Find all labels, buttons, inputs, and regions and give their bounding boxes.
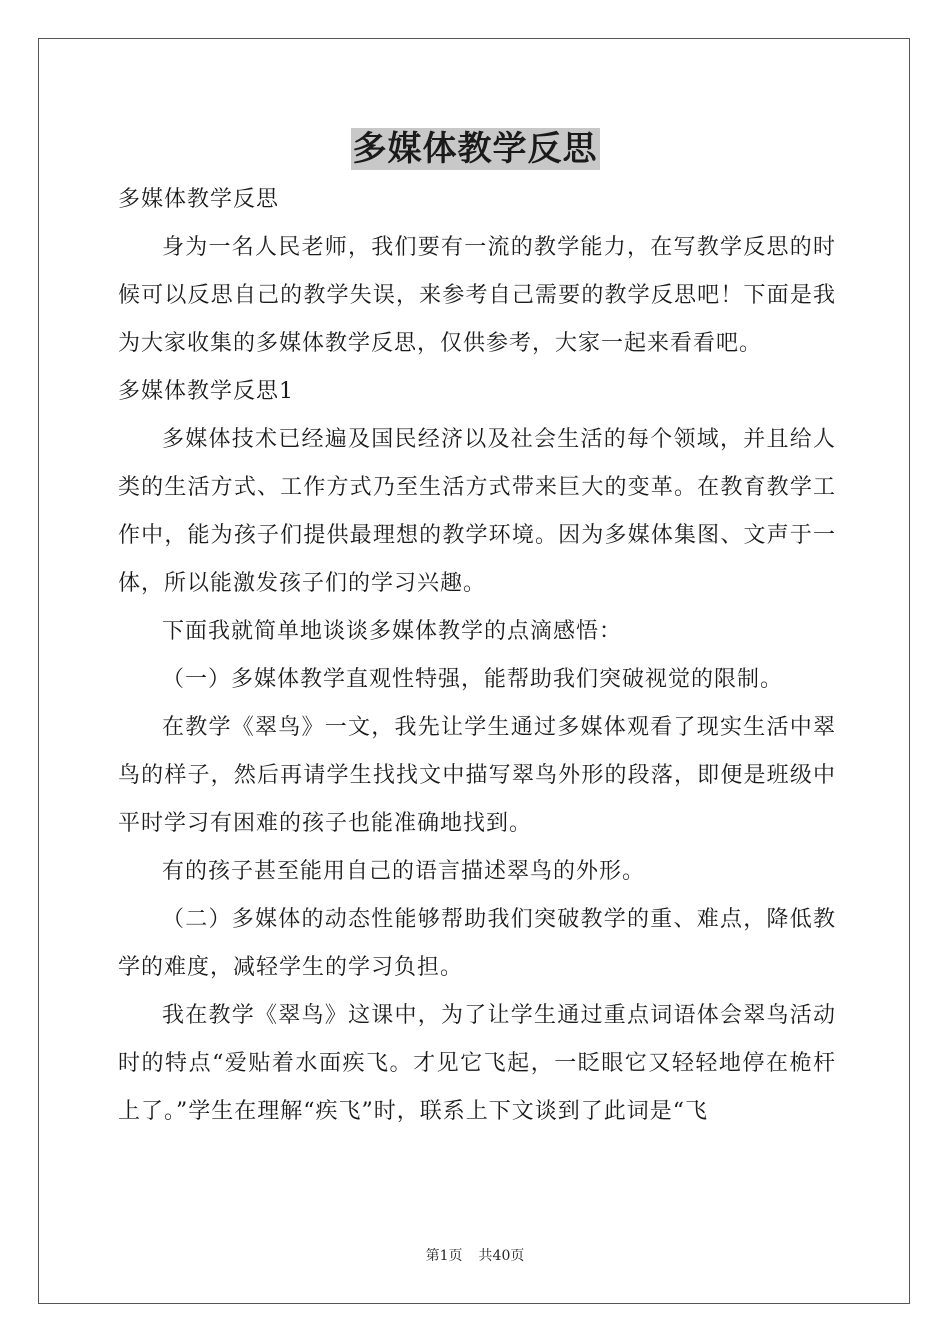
title-area — [0, 128, 950, 170]
document-body — [118, 176, 836, 1136]
page-number: 第1页 — [425, 1248, 463, 1264]
paragraph: 多媒体教学反思1 — [118, 379, 294, 404]
page-total: 共40页 — [478, 1248, 525, 1264]
paragraph: （一）多媒体教学直观性特强，能帮助我们突破视觉的限制。 — [162, 667, 784, 692]
page-footer — [0, 1247, 950, 1265]
paragraph: 多媒体教学反思 — [118, 187, 280, 212]
paragraph: 多媒体技术已经遍及国民经济以及社会生活的每个领域，并且给人类的生活方式、工作方式乃至生活方式带来巨大的变革。在教育教学工作中，能为孩子们提供最理想的教学环境。因为多媒体集图、文声于一体，所以能激发孩子们的学习兴趣。 — [118, 427, 836, 596]
paragraph: 有的孩子甚至能用自己的语言描述翠鸟的外形。 — [162, 859, 646, 884]
paragraph: 身为一名人民老师，我们要有一流的教学能力，在写教学反思的时候可以反思自己的教学失误，来参考自己需要的教学反思吧！下面是我为大家收集的多媒体教学反思，仅供参考，大家一起来看看吧。 — [118, 235, 836, 356]
document-title: 多媒体教学反思 — [352, 129, 598, 169]
paragraph: （二）多媒体的动态性能够帮助我们突破教学的重、难点，降低教学的难度，减轻学生的学习负担。 — [118, 907, 836, 980]
paragraph: 我在教学《翠鸟》这课中，为了让学生通过重点词语体会翠鸟活动时的特点“爱贴着水面疾飞。才见它飞起，一眨眼它又轻轻地停在桅杆上了。”学生在理解“疾飞”时，联系上下文谈到了此词是“飞 — [118, 1003, 836, 1124]
paragraph: 在教学《翠鸟》一文，我先让学生通过多媒体观看了现实生活中翠鸟的样子，然后再请学生找找文中描写翠鸟外形的段落，即便是班级中平时学习有困难的孩子也能准确地找到。 — [118, 715, 836, 836]
paragraph: 下面我就简单地谈谈多媒体教学的点滴感悟： — [162, 619, 623, 644]
